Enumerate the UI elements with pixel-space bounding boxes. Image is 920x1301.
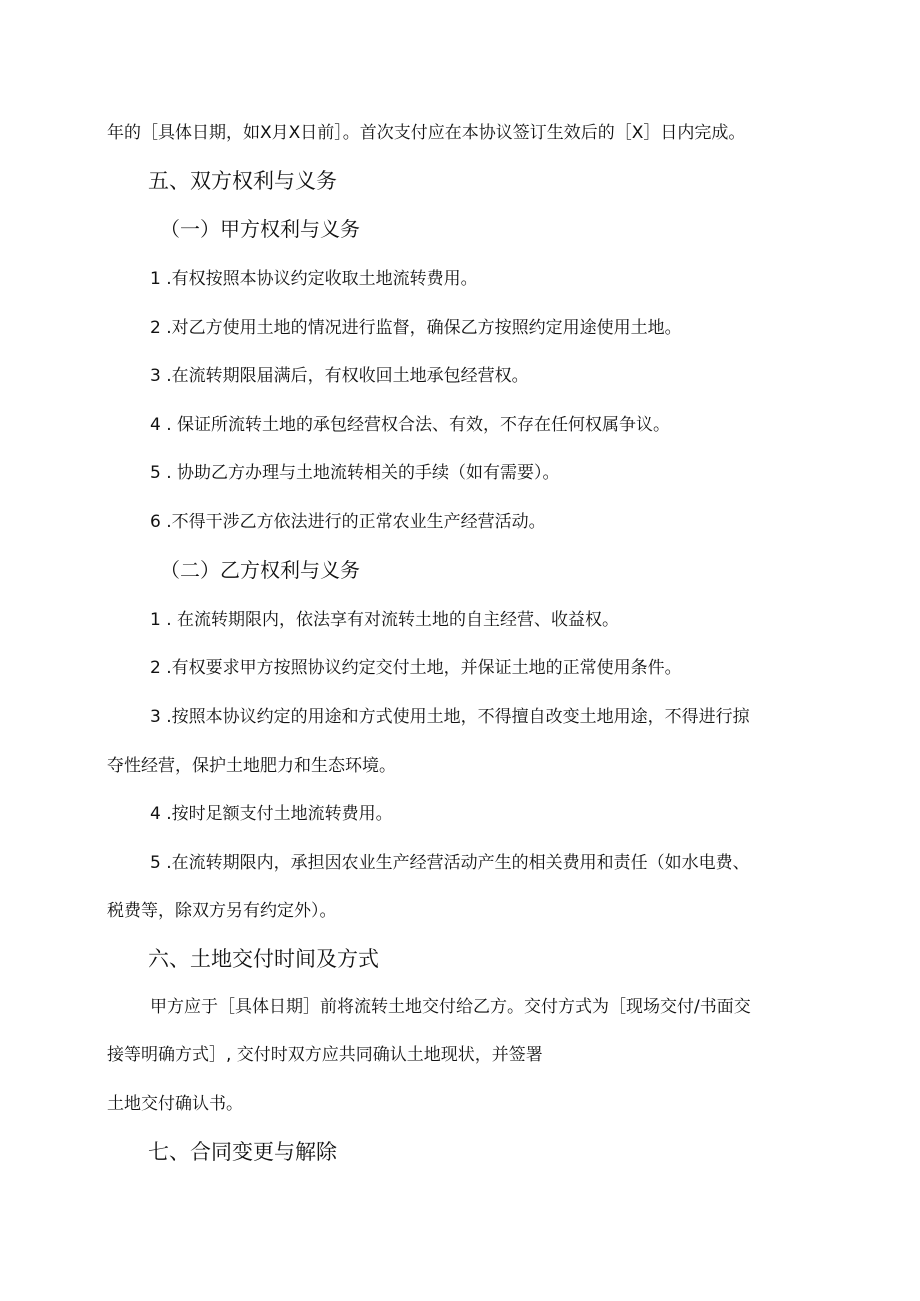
section-6-paragraph-line: 接等明确方式］, 交付时双方应共同确认土地现状，并签署 <box>107 1045 543 1065</box>
section-6-paragraph-line: 土地交付确认书。 <box>107 1094 243 1114</box>
party-b-item: 4 .按时足额支付土地流转费用。 <box>150 804 393 824</box>
party-a-item: 5 . 协助乙方办理与土地流转相关的手续（如有需要）。 <box>150 463 560 483</box>
party-a-item: 3 .在流转期限届满后，有权收回土地承包经营权。 <box>150 366 529 386</box>
intro-continuation: 年的［具体日期，如X月X日前］。首次支付应在本协议签订生效后的［X］日内完成。 <box>107 123 746 143</box>
section-6-heading: 六、土地交付时间及方式 <box>148 947 379 971</box>
party-a-item: 2 .对乙方使用土地的情况进行监督，确保乙方按照约定用途使用土地。 <box>150 318 682 338</box>
section-5-heading: 五、双方权利与义务 <box>148 169 337 193</box>
section-7-heading: 七、合同变更与解除 <box>148 1140 337 1164</box>
party-a-item: 1 .有权按照本协议约定收取土地流转费用。 <box>150 269 478 289</box>
section-5-part-a-heading: （一）甲方权利与义务 <box>160 217 360 241</box>
party-b-item-continuation: 税费等，除双方另有约定外）。 <box>107 901 337 921</box>
party-b-item: 2 .有权要求甲方按照协议约定交付土地，并保证土地的正常使用条件。 <box>150 658 682 678</box>
party-b-item-continuation: 夺性经营，保护土地肥力和生态环境。 <box>107 756 396 776</box>
party-b-item: 3 .按照本协议约定的用途和方式使用土地，不得擅自改变土地用途，不得进行掠 <box>150 707 750 727</box>
section-6-paragraph-line: 甲方应于［具体日期］前将流转土地交付给乙方。交付方式为［现场交付/书面交 <box>150 997 751 1017</box>
party-b-item: 5 .在流转期限内，承担因农业生产经营活动产生的相关费用和责任（如水电费、 <box>150 853 750 873</box>
party-a-item: 6 .不得干涉乙方依法进行的正常农业生产经营活动。 <box>150 512 546 532</box>
party-b-item: 1 . 在流转期限内，依法享有对流转土地的自主经营、收益权。 <box>150 610 620 630</box>
party-a-item: 4 . 保证所流转土地的承包经营权合法、有效，不存在任何权属争议。 <box>150 415 671 435</box>
section-5-part-b-heading: （二）乙方权利与义务 <box>160 558 360 582</box>
